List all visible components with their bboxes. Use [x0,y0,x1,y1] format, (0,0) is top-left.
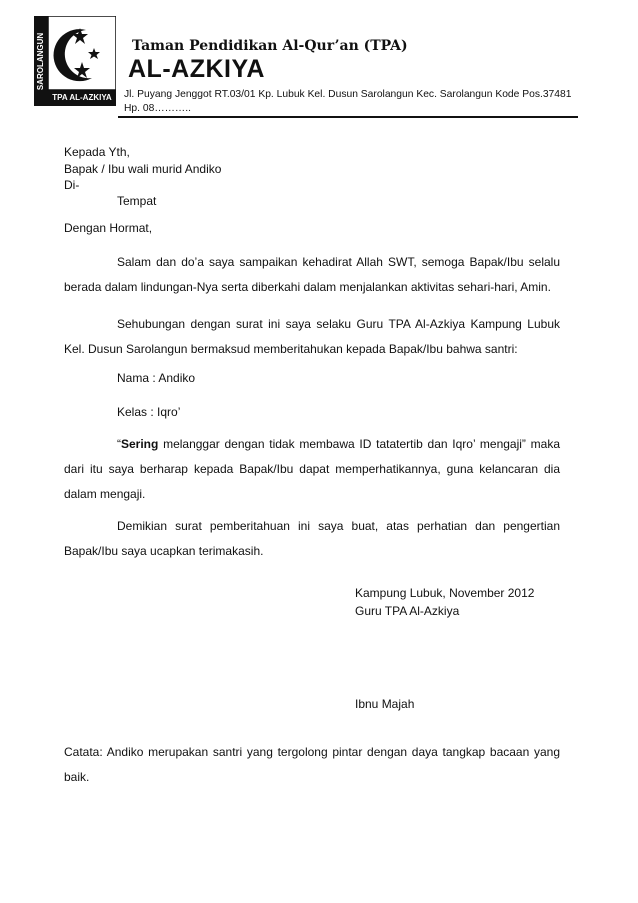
logo-side-text: SAROLANGUN [36,32,46,90]
student-name: Nama : Andiko [117,371,196,385]
phone-line: Hp. 08……….. [124,103,191,114]
recipient-line-3: Di- [64,178,80,192]
logo-bottom-text: TPA AL-AZKIYA [52,93,112,102]
school-name: AL-AZKIYA [128,55,265,83]
school-address [124,88,584,116]
school-title: Taman Pendidikan Al-Qur’an (TPA) [132,38,408,54]
emphasis-word: Sering [121,437,159,451]
paragraph-1: Salam dan do’a saya sampaikan kehadirat Allah SWT, semoga Bapak/Ibu selalu berada dalam lindungan-Nya serta diberkahi dalam menjalankan aktivitas sehari-hari, Amin. [64,255,560,294]
signature-role: Guru TPA Al-Azkiya [355,604,460,618]
paragraph-3: “Sering melanggar dengan tidak membawa ID tatatertib dan Iqro’ mengaji” maka dari itu saya berharap kepada Bapak/Ibu dapat memperhatikannya, guna kelancaran dia dalam mengaji. [64,437,560,501]
recipient-line-2: Bapak / Ibu wali murid Andiko [64,162,222,176]
greeting: Dengan Hormat, [64,221,153,235]
address-line: Jl. Puyang Jenggot RT.03/01 Kp. Lubuk Kel. Dusun Sarolangun Kec. Sarolangun Kode Pos.37481 [124,89,572,100]
paragraph-4: Demikian surat pemberitahuan ini saya buat, atas perhatian dan pengertian Bapak/Ibu saya ucapkan terimakasih. [64,519,560,558]
recipient-line-1: Kepada Yth, [64,145,130,159]
paragraph-2: Sehubungan dengan surat ini saya selaku Guru TPA Al-Azkiya Kampung Lubuk Kel. Dusun Sarolangun bermaksud memberitahukan kepada Bapak/Ibu bahwa santri: [64,317,560,356]
footnote: Catata: Andiko merupakan santri yang tergolong pintar dengan daya tangkap bacaan yang baik. [64,745,560,784]
signature-place-date: Kampung Lubuk, November 2012 [355,586,535,600]
letterhead-divider [118,116,578,118]
student-class: Kelas : Iqro’ [117,405,181,419]
signature-name: Ibnu Majah [355,697,415,711]
recipient-line-4: Tempat [117,194,157,208]
